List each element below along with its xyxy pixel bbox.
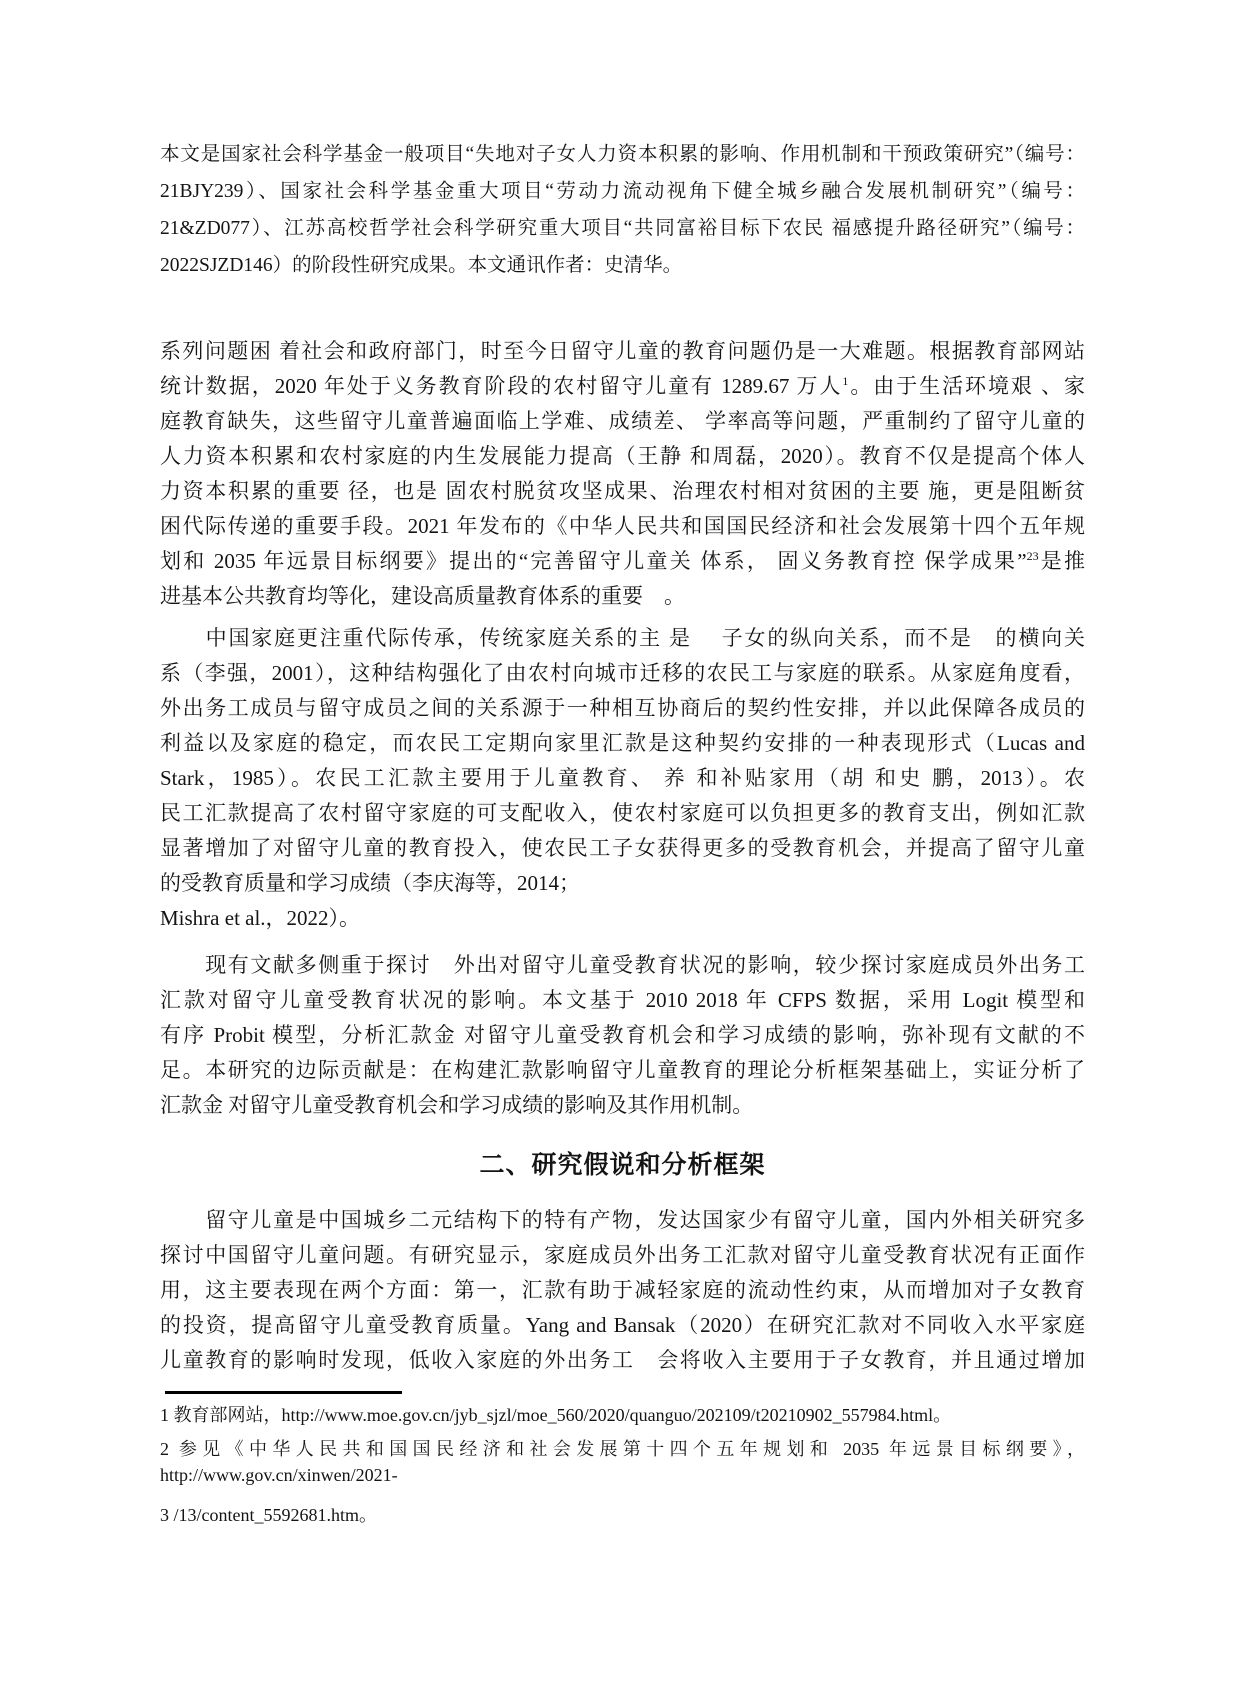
text-line	[160, 1436, 1085, 1462]
text-line	[160, 866, 1085, 901]
text-line	[160, 173, 1085, 210]
text-line	[160, 796, 1085, 831]
text-segment: Stark，1985）。农民工汇款主要用于儿童教育、 养 和补贴家用（胡 和史 鹏，2013）。农	[160, 766, 1085, 790]
footnote-2	[160, 1436, 1085, 1488]
text-line	[160, 136, 1085, 173]
text-segment: 是推	[1038, 549, 1086, 573]
text-line	[160, 621, 1085, 656]
text-segment: 划和 2035 年远景目标纲要》提出的“完善留守儿童关 体系， 固义务教育控 保学成果”	[160, 549, 1027, 573]
text-line	[160, 761, 1085, 796]
text-segment: 民工汇款提高了农村留守家庭的可支配收入，使农村家庭可以负担更多的教育支出，例如汇款	[160, 801, 1085, 825]
text-segment: 力资本积累的重要 径，也是 固农村脱贫攻坚成果、治理农村相对贫困的主要 施，更是阻断贫	[160, 479, 1085, 503]
text-segment: 1 教育部网站，http://www.moe.gov.cn/jyb_sjzl/moe_560/2020/quanguo/202109/t20210902_557984.html。	[160, 1405, 952, 1425]
text-line	[160, 1402, 1085, 1428]
paragraph-intro-continued	[160, 334, 1085, 614]
text-line	[160, 983, 1085, 1018]
text-line	[160, 1462, 1085, 1488]
text-segment: 困代际传递的重要手段。2021 年发布的《中华人民共和国国民经济和社会发展第十四个五年规	[160, 514, 1085, 538]
text-segment: 现有文献多侧重于探讨 外出对留守儿童受教育状况的影响，较少探讨家庭成员外出务工	[160, 953, 1085, 977]
funding-acknowledgment-note	[160, 136, 1085, 284]
text-segment: 2 参见《中华人民共和国国民经济和社会发展第十四个五年规划和 2035 年远景目标纲要》，	[160, 1439, 1085, 1459]
text-segment: 统计数据，2020 年处于义务教育阶段的农村留守儿童有 1289.67 万人	[160, 374, 843, 398]
text-line	[160, 901, 1085, 936]
text-line	[160, 579, 1085, 614]
text-segment: http://www.gov.cn/xinwen/2021-	[160, 1465, 398, 1485]
text-segment: 。由于生活环境艰 、家	[848, 374, 1086, 398]
text-segment: 人力资本积累和农村家庭的内生发展能力提高（王静 和周磊，2020）。教育不仅是提高个体人	[160, 444, 1085, 468]
text-line	[160, 1053, 1085, 1088]
text-segment: 本文是国家社会科学基金一般项目“失地对子女人力资本积累的影响、作用机制和干预政策研究”（编号：	[160, 144, 1085, 165]
text-line	[160, 1308, 1085, 1343]
text-segment: 显著增加了对留守儿童的教育投入，使农民工子女获得更多的受教育机会，并提高了留守儿童	[160, 836, 1085, 860]
text-line	[160, 1273, 1085, 1308]
text-line	[160, 544, 1085, 579]
footnote-3	[160, 1502, 1085, 1528]
text-segment: 留守儿童是中国城乡二元结构下的特有产物，发达国家少有留守儿童，国内外相关研究多	[160, 1208, 1085, 1232]
footnote-1	[160, 1402, 1085, 1428]
paragraph-hypothesis-intro	[160, 1203, 1085, 1378]
text-line	[160, 1018, 1085, 1053]
text-segment: 系（李强，2001），这种结构强化了由农村向城市迁移的农民工与家庭的联系。从家庭角度看，	[160, 661, 1085, 685]
text-segment: 利益以及家庭的稳定，而农民工定期向家里汇款是这种契约安排的一种表现形式（Lucas and	[160, 731, 1085, 755]
paragraph-family-ties	[160, 621, 1085, 936]
text-segment: 汇款对留守儿童受教育状况的影响。本文基于 2010 2018 年 CFPS 数据，采用 Logit 模型和	[160, 988, 1085, 1012]
paragraph-literature-gap	[160, 948, 1085, 1123]
text-line	[160, 210, 1085, 247]
text-line	[160, 1502, 1085, 1528]
text-segment: 外出务工成员与留守成员之间的关系源于一种相互协商后的契约性安排，并以此保障各成员的	[160, 696, 1085, 720]
text-segment: 儿童教育的影响时发现，低收入家庭的外出务工 会将收入主要用于子女教育，并且通过增加	[160, 1348, 1085, 1372]
text-segment: 2022SJZD146）的阶段性研究成果。本文通讯作者：史清华。	[160, 255, 683, 276]
text-segment: 汇款金 对留守儿童受教育机会和学习成绩的影响及其作用机制。	[160, 1093, 754, 1117]
text-line	[160, 1238, 1085, 1273]
text-line	[160, 948, 1085, 983]
text-segment: 21&ZD077）、江苏高校哲学社会科学研究重大项目“共同富裕目标下农民 福感提升路径研究”（编号：	[160, 218, 1085, 239]
text-line	[160, 474, 1085, 509]
text-segment: Mishra et al.，2022）。	[160, 906, 361, 930]
text-line	[160, 509, 1085, 544]
text-segment: 庭教育缺失，这些留守儿童普遍面临上学难、成绩差、 学率高等问题，严重制约了留守儿童的	[160, 409, 1085, 433]
text-line	[160, 404, 1085, 439]
text-segment: 中国家庭更注重代际传承，传统家庭关系的主 是 子女的纵向关系，而不是 的横向关	[160, 626, 1085, 650]
text-line	[160, 1088, 1085, 1123]
text-segment: 的受教育质量和学习成绩（李庆海等，2014；	[160, 871, 580, 895]
text-line	[160, 247, 1085, 284]
text-line	[160, 691, 1085, 726]
text-segment: 系列问题困 着社会和政府部门，时至今日留守儿童的教育问题仍是一大难题。根据教育部网站	[160, 339, 1085, 363]
text-segment: 进基本公共教育均等化，建设高质量教育体系的重要 。	[160, 584, 685, 608]
text-segment: 用，这主要表现在两个方面：第一，汇款有助于减轻家庭的流动性约束，从而增加对子女教育	[160, 1278, 1085, 1302]
section-heading: 二、研究假说和分析框架	[479, 1151, 766, 1179]
footnote-reference-superscript: 23	[1026, 549, 1039, 563]
text-line	[160, 1343, 1085, 1378]
text-line	[160, 369, 1085, 404]
text-segment: 有序 Probit 模型，分析汇款金 对留守儿童受教育机会和学习成绩的影响，弥补现有文献的不	[160, 1023, 1085, 1047]
text-line	[160, 726, 1085, 761]
text-segment: 3 /13/content_5592681.htm。	[160, 1505, 377, 1525]
text-line	[160, 334, 1085, 369]
text-line	[160, 1203, 1085, 1238]
text-segment: 21BJY239）、国家社会科学基金重大项目“劳动力流动视角下健全城乡融合发展机制研究”（编号：	[160, 181, 1085, 202]
text-line	[160, 831, 1085, 866]
footnote-reference-superscript: 1	[842, 374, 849, 388]
footnote-separator-rule	[165, 1391, 402, 1394]
text-segment: 的投资，提高留守儿童受教育质量。Yang and Bansak（2020）在研究汇款对不同收入水平家庭	[160, 1313, 1085, 1337]
text-line	[160, 439, 1085, 474]
text-segment: 足。本研究的边际贡献是：在构建汇款影响留守儿童教育的理论分析框架基础上，实证分析了	[160, 1058, 1085, 1082]
text-segment: 探讨中国留守儿童问题。有研究显示，家庭成员外出务工汇款对留守儿童受教育状况有正面作	[160, 1243, 1085, 1267]
text-line	[160, 656, 1085, 691]
